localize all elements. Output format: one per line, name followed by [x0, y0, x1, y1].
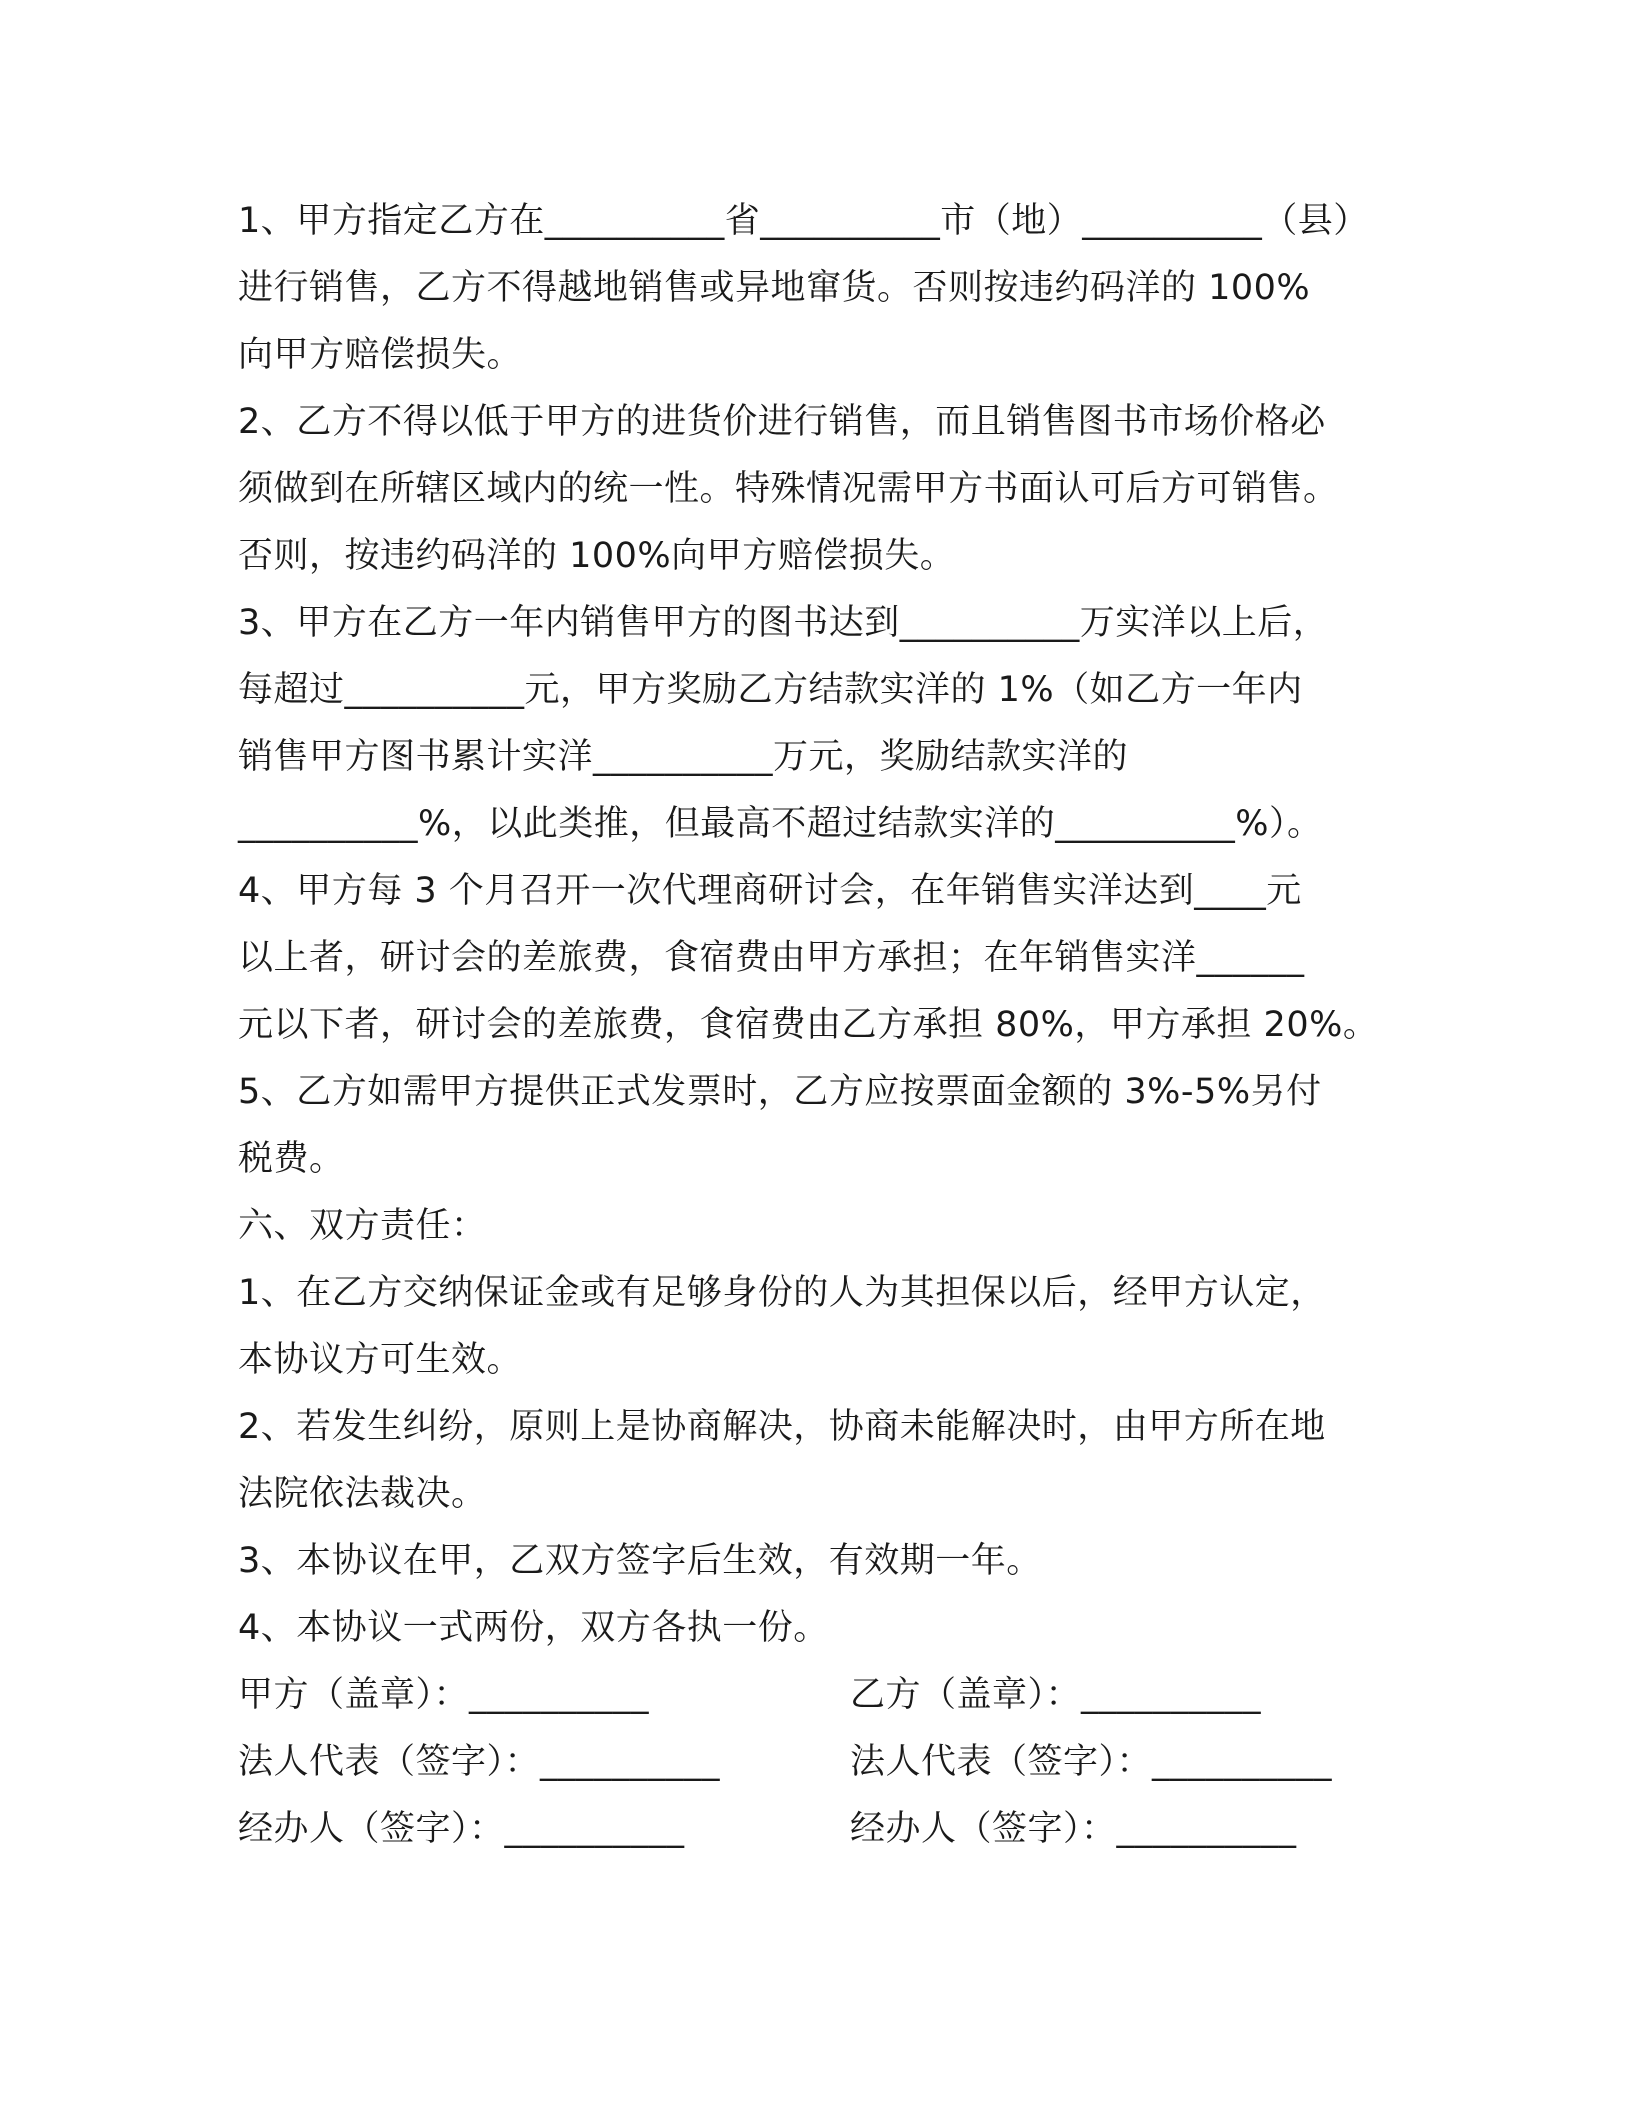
- clause-5-line-1: 5、乙方如需甲方提供正式发票时，乙方应按票面金额的 3%-5%另付: [238, 1072, 1322, 1112]
- clause-4-line-1: 4、甲方每 3 个月召开一次代理商研讨会，在年销售实洋达到____元: [238, 871, 1302, 911]
- party-a-handler-field: 经办人（签字）：__________: [238, 1809, 685, 1849]
- duty-1-line-1: 1、在乙方交纳保证金或有足够身份的人为其担保以后，经甲方认定，: [238, 1273, 1326, 1313]
- signature-row-legal-rep: [238, 1729, 1418, 1796]
- clause-3-line-3: 销售甲方图书累计实洋__________万元，奖励结款实洋的: [238, 737, 1129, 777]
- clause-2-line-1: 2、乙方不得以低于甲方的进货价进行销售，而且销售图书市场价格必: [238, 402, 1326, 442]
- duty-2-line-2: 法院依法裁决。: [238, 1474, 487, 1514]
- party-a-legal-rep-field: 法人代表（签字）：__________: [238, 1742, 721, 1782]
- clause-4-line-2: 以上者，研讨会的差旅费，食宿费由甲方承担；在年销售实洋______: [238, 938, 1305, 978]
- section-heading: 六、双方责任：: [238, 1206, 487, 1246]
- party-b-legal-rep-field: 法人代表（签字）：__________: [850, 1742, 1333, 1782]
- duty-1-line-2: 本协议方可生效。: [238, 1340, 523, 1380]
- party-a-seal-field: 甲方（盖章）：__________: [238, 1675, 650, 1715]
- party-b-handler-field: 经办人（签字）：__________: [850, 1809, 1297, 1849]
- duty-2-line-1: 2、若发生纠纷，原则上是协商解决，协商未能解决时，由甲方所在地: [238, 1407, 1326, 1447]
- document-page: [238, 188, 1418, 1863]
- signature-row-seal: [238, 1662, 1418, 1729]
- clause-3-line-4: __________%，以此类推，但最高不超过结款实洋的__________%）。: [238, 804, 1323, 844]
- clause-1-line-1: 1、甲方指定乙方在__________省__________市（地）__________（县）: [238, 201, 1369, 241]
- duty-4-line: 4、本协议一式两份，双方各执一份。: [238, 1608, 829, 1648]
- clause-1-line-2: 进行销售，乙方不得越地销售或异地窜货。否则按违约码洋的 100%: [238, 268, 1311, 308]
- signature-block: [238, 1662, 1418, 1863]
- clause-1-line-3: 向甲方赔偿损失。: [238, 335, 523, 375]
- signature-row-handler: [238, 1796, 1418, 1863]
- clause-2-line-3: 否则，按违约码洋的 100%向甲方赔偿损失。: [238, 536, 956, 576]
- party-b-seal-field: 乙方（盖章）：__________: [850, 1675, 1262, 1715]
- clause-4-line-3: 元以下者，研讨会的差旅费，食宿费由乙方承担 80%，甲方承担 20%。: [238, 1005, 1379, 1045]
- duty-3-line: 3、本协议在甲，乙双方签字后生效，有效期一年。: [238, 1541, 1042, 1581]
- clause-2-line-2: 须做到在所辖区域内的统一性。特殊情况需甲方书面认可后方可销售。: [238, 469, 1339, 509]
- clause-5-line-2: 税费。: [238, 1139, 345, 1179]
- clause-3-line-2: 每超过__________元，甲方奖励乙方结款实洋的 1%（如乙方一年内: [238, 670, 1303, 710]
- clause-3-line-1: 3、甲方在乙方一年内销售甲方的图书达到__________万实洋以上后，: [238, 603, 1329, 643]
